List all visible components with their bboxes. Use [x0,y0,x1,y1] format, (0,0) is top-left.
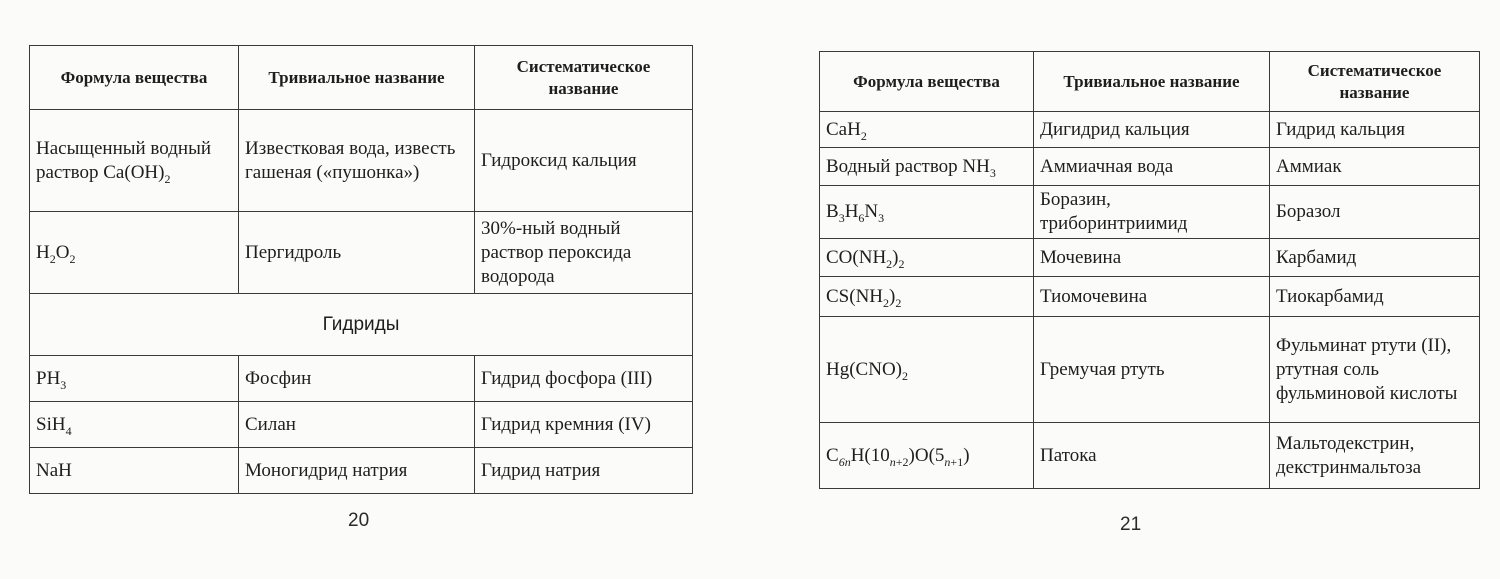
trivial-name-cell: Силан [239,402,475,448]
table-row [30,402,693,448]
formula-cell: $Hg(CNO)_2$ [820,317,1034,423]
page-number-right: 21 [1120,514,1142,535]
header-systematic-name: Систематическое название [475,46,693,110]
trivial-name-cell: Моногидрид натрия [239,448,475,494]
page-number-left: 20 [348,510,370,531]
table-row [30,356,693,402]
systematic-name-cell: Гидрид фосфора (III) [475,356,693,402]
trivial-name-cell: Фосфин [239,356,475,402]
header-trivial-name: Тривиальное название [1034,52,1270,112]
formula-cell: NaH [30,448,239,494]
header-trivial-name: Тривиальное название [239,46,475,110]
systematic-name-cell: Гидрид натрия [475,448,693,494]
table-row [820,239,1480,277]
formula-cell: $CO(NH_2)_2$ [820,239,1034,277]
table-row [30,212,693,294]
substances-table-right [819,51,1480,489]
formula-cell: CaH$_2$ [820,112,1034,148]
table-row [820,277,1480,317]
right-page [750,0,1500,579]
systematic-name-cell: Аммиак [1270,148,1480,186]
systematic-name-cell: Фульминат ртути (II), ртутная соль фульминовой кислоты [1270,317,1480,423]
systematic-name-cell: Гидроксид кальция [475,110,693,212]
table-row [30,110,693,212]
formula-cell: SiH$_4$ [30,402,239,448]
header-systematic-name: Систематическое название [1270,52,1480,112]
systematic-name-cell: Боразол [1270,186,1480,239]
section-title-hydrides: Гидриды [30,294,693,356]
section-row [30,294,693,356]
systematic-name-cell: Тиокарбамид [1270,277,1480,317]
formula-cell: $C_{6n}H(10_{n+2})O(5_{n+1})$ [820,423,1034,489]
systematic-name-cell: Мальтодекстрин, декстринмальтоза [1270,423,1480,489]
table-header-row [30,46,693,110]
trivial-name-cell: Тиомочевина [1034,277,1270,317]
header-formula: Формула вещества [30,46,239,110]
formula-cell: $B_3H_6N_3$ [820,186,1034,239]
formula-cell: Водный раствор $NH_3$ [820,148,1034,186]
formula-cell: Насыщенный водный раствор $Ca(OH)_2$ [30,110,239,212]
systematic-name-cell: Карбамид [1270,239,1480,277]
trivial-name-cell: Мочевина [1034,239,1270,277]
header-formula: Формула вещества [820,52,1034,112]
trivial-name-cell: Известковая вода, известь гашеная («пушонка») [239,110,475,212]
table-row [30,448,693,494]
table-row [820,148,1480,186]
trivial-name-cell: Боразин, триборинтриимид [1034,186,1270,239]
formula-cell: $H_2O_2$ [30,212,239,294]
trivial-name-cell: Патока [1034,423,1270,489]
trivial-name-cell: Гремучая ртуть [1034,317,1270,423]
trivial-name-cell: Аммиачная вода [1034,148,1270,186]
table-row [820,423,1480,489]
trivial-name-cell: Пергидроль [239,212,475,294]
systematic-name-cell: Гидрид кремния (IV) [475,402,693,448]
substances-table-left [29,45,693,494]
systematic-name-cell: Гидрид кальция [1270,112,1480,148]
systematic-name-cell: 30%-ный водный раствор пероксида водорода [475,212,693,294]
table-row [820,186,1480,239]
trivial-name-cell: Дигидрид кальция [1034,112,1270,148]
table-row [820,112,1480,148]
formula-cell: $CS(NH_2)_2$ [820,277,1034,317]
table-row [820,317,1480,423]
table-header-row [820,52,1480,112]
formula-cell: $PH_3$ [30,356,239,402]
